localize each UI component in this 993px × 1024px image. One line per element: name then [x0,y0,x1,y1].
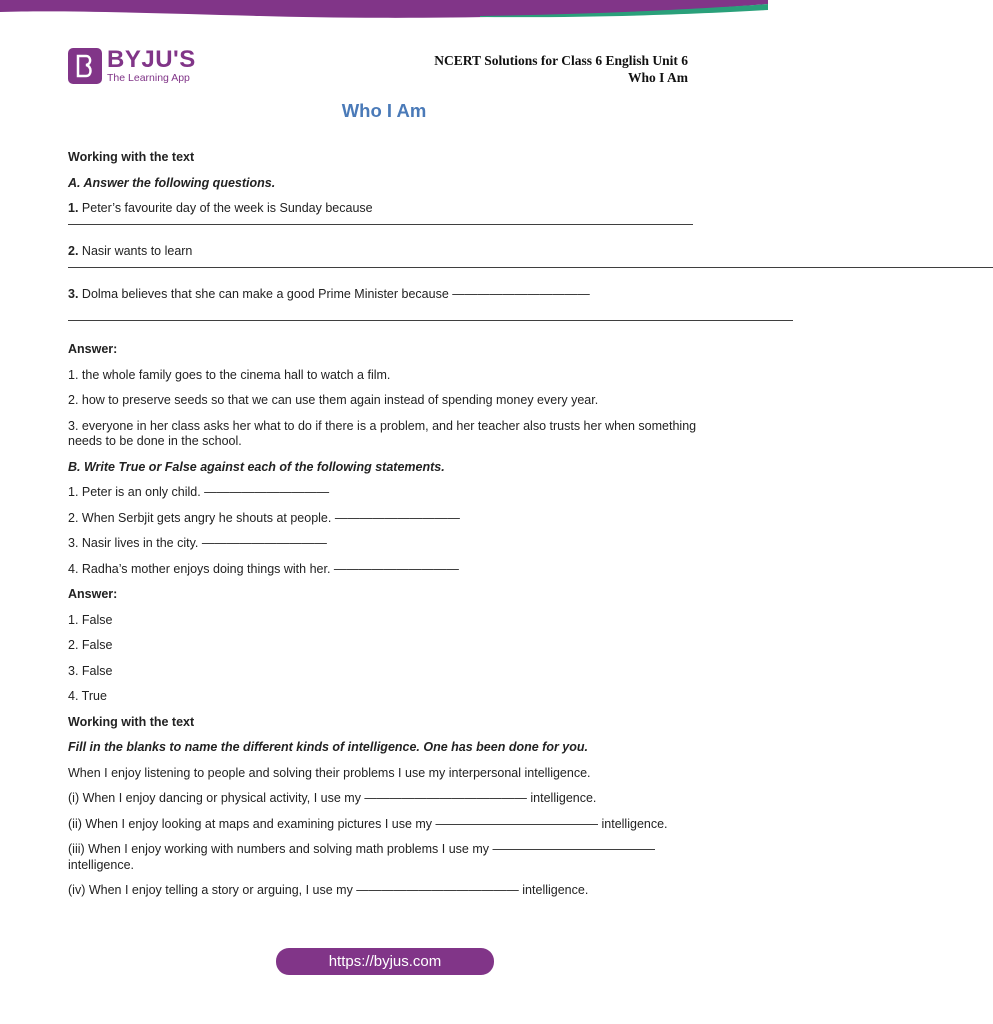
question-2: 2. Nasir wants to learn —————————————————————————————————————————————————————————————————————————— [68,244,993,274]
answer-label: Answer: [68,342,118,356]
statement-1: 1. Peter is an only child. —————————— [68,485,330,499]
section-subheading-2: Fill in the blanks to name the different kinds of intelligence. One has been done for you. [68,740,588,754]
brand-tagline: The Learning App [107,72,190,84]
byjus-logo[interactable] [68,46,196,86]
statement-3: 3. Nasir lives in the city. —————————— [68,536,327,550]
section-subheading: A. Answer the following questions. [68,175,276,190]
answer-b-2: 2. False [68,638,113,652]
section-b-heading: B. Write True or False against each of the following statements. [68,459,445,474]
brand-name: BYJU'S [107,46,196,73]
example-sentence: When I enjoy listening to people and solving their problems I use my interpersonal intelligence. [68,765,591,780]
website-link-button[interactable]: https://byjus.com [276,948,494,975]
fill-item-4: (iv) When I enjoy telling a story or arguing, I use my ————————————— intelligence. [68,883,589,897]
document-body [68,150,993,909]
question-3: 3. Dolma believes that she can make a good Prime Minister because ——————————— [68,287,590,301]
top-banner [0,0,768,22]
doc-title-line2: Who I Am [627,70,688,85]
doc-title-line1: NCERT Solutions for Class 6 English Unit 6 [434,53,688,68]
answer-2: 2. how to preserve seeds so that we can use them again instead of spending money every year. [68,393,599,407]
document-header [434,52,688,86]
answer-b-1: 1. False [68,612,113,627]
page-title: Who I Am [341,100,427,121]
statement-2: 2. When Serbjit gets angry he shouts at people. —————————— [68,510,460,525]
logo-b-icon [68,48,102,84]
answer-b-3: 3. False [68,663,113,678]
fill-item-2: (ii) When I enjoy looking at maps and examining pictures I use my ————————————— intelligence. [68,816,668,831]
question-3-blank: —————————————————————————————————————————————————————————— [68,312,793,327]
section-heading-2: Working with the text [68,714,195,729]
fill-item-1: (i) When I enjoy dancing or physical activity, I use my ————————————— intelligence. [68,791,597,805]
question-1: 1. Peter’s favourite day of the week is Sunday because —————————————————————————————————————————————————— [68,201,693,231]
statement-4: 4. Radha’s mother enjoys doing things with her. —————————— [68,561,459,576]
answer-label-b: Answer: [68,587,118,601]
answer-1: 1. the whole family goes to the cinema hall to watch a film. [68,367,391,382]
answer-b-4: 4. True [68,689,107,703]
fill-item-3: (iii) When I enjoy working with numbers and solving math problems I use my ————————————— intelligence. [68,842,655,872]
answer-3: 3. everyone in her class asks her what to do if there is a problem, and her teacher also trusts her when something needs to be done in the school. [68,418,697,448]
section-heading: Working with the text [68,150,195,164]
